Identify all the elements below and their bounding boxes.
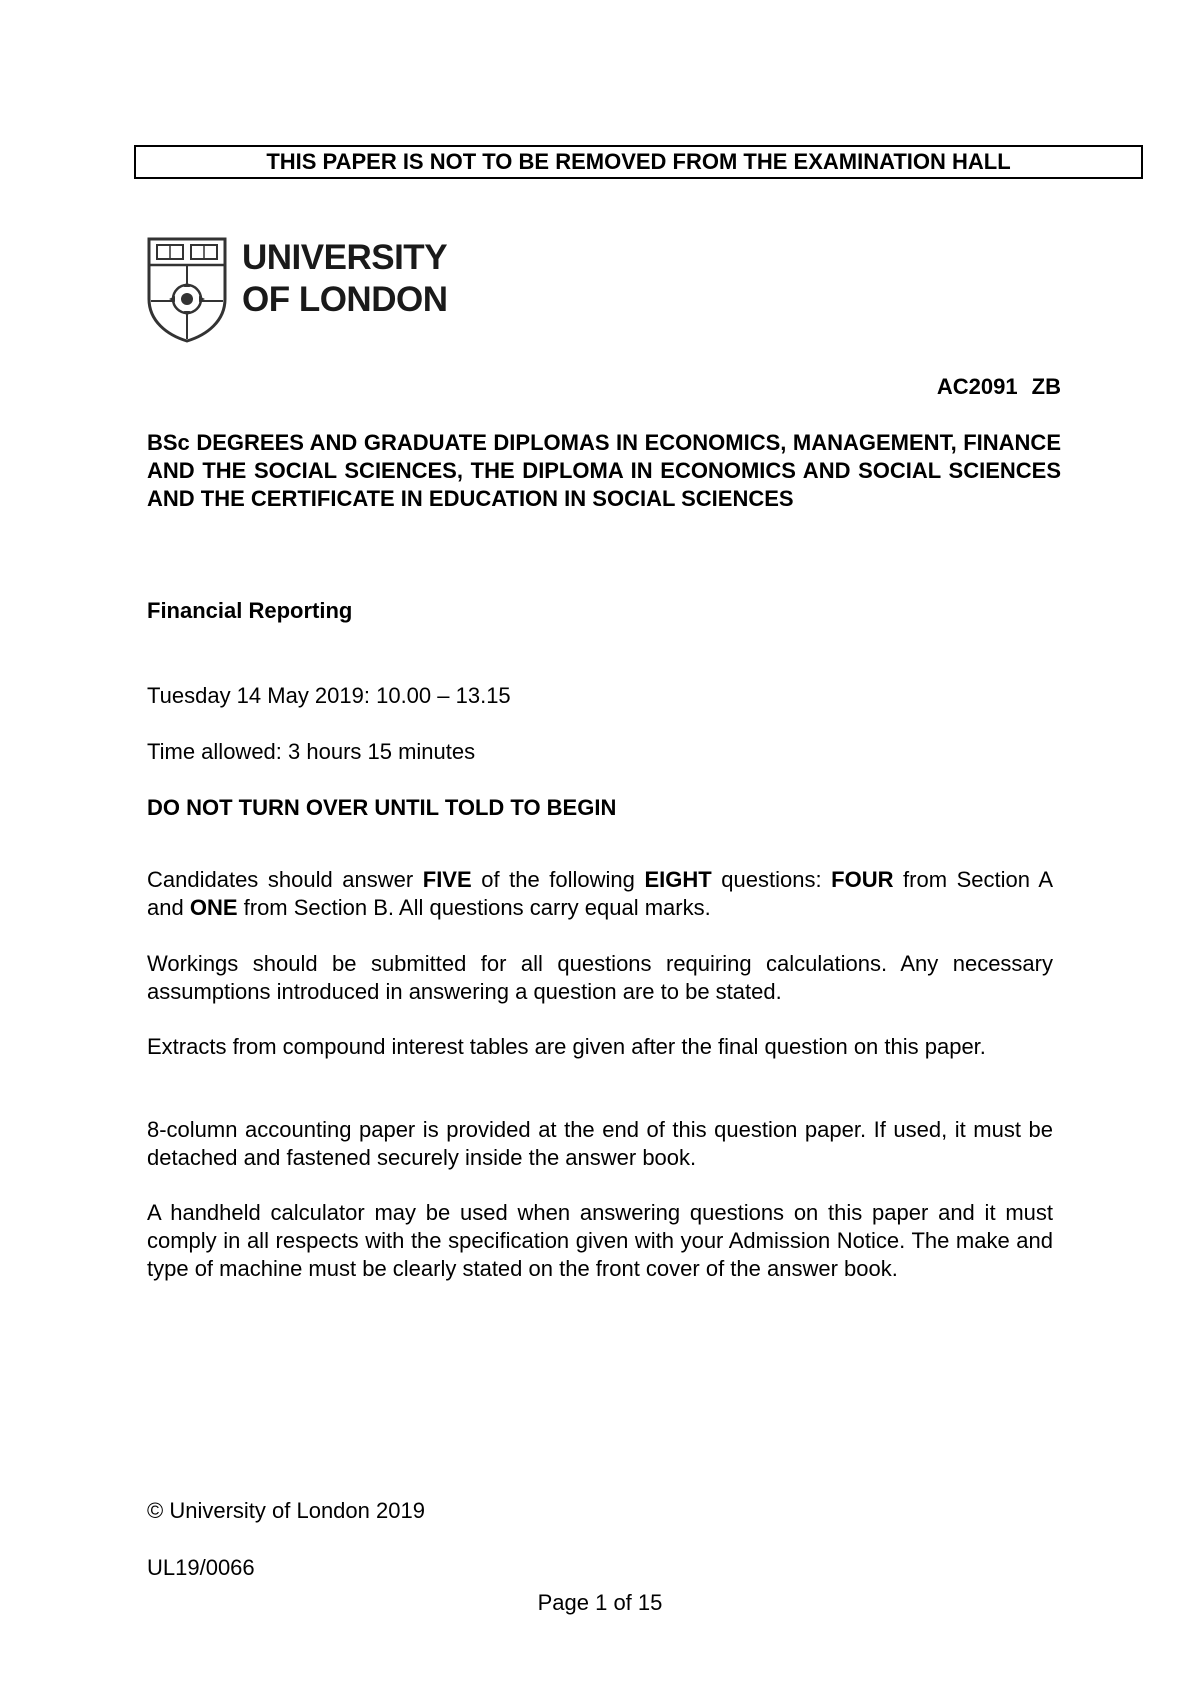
logo-line-1: UNIVERSITY <box>242 238 448 277</box>
instruction-emphasis: FIVE <box>422 867 472 892</box>
instruction-calculator: A handheld calculator may be used when answering questions on this paper and it must comply in all respects with the specification given with your Admission Notice. The make and type of machine must be clearly stated on the front cover of the answer book. <box>147 1200 1053 1281</box>
logo-line-2: OF LONDON <box>242 280 448 319</box>
crest-icon <box>147 237 227 343</box>
reference-code: UL19/0066 <box>147 1555 255 1580</box>
instruction-text: Candidates should answer <box>147 867 423 892</box>
page-number: Page 1 of 15 <box>537 1590 663 1615</box>
instruction-accounting-paper: 8-column accounting paper is provided at the end of this question paper. If used, it must be detached and fastened securely inside the answer book. <box>147 1117 1053 1170</box>
instruction-interest-tables: Extracts from compound interest tables are given after the final question on this paper. <box>147 1034 986 1059</box>
time-allowed: Time allowed: 3 hours 15 minutes <box>147 739 476 764</box>
course-title: Financial Reporting <box>147 598 353 623</box>
exam-date: Tuesday 14 May 2019: 10.00 – 13.15 <box>147 683 511 708</box>
instruction-text: from Section B. All questions carry equal marks. <box>237 895 711 920</box>
instruction-workings: Workings should be submitted for all questions requiring calculations. Any necessary assumptions introduced in answering a question are to be stated. <box>147 951 1053 1004</box>
university-logo <box>147 237 467 343</box>
copyright: © University of London 2019 <box>147 1498 425 1523</box>
instruction-emphasis: ONE <box>189 895 238 920</box>
degrees-heading: BSc DEGREES AND GRADUATE DIPLOMAS IN ECONOMICS, MANAGEMENT, FINANCE AND THE SOCIAL SCIENCES, THE DIPLOMA IN ECONOMICS AND SOCIAL SCIENCES AND THE CERTIFICATE IN EDUCATION IN SOCIAL SCIENCES <box>147 430 1061 511</box>
instruction-answer-count <box>147 866 1053 922</box>
do-not-turn-notice: DO NOT TURN OVER UNTIL TOLD TO BEGIN <box>147 795 617 820</box>
exam-hall-banner: THIS PAPER IS NOT TO BE REMOVED FROM THE EXAMINATION HALL <box>134 145 1143 179</box>
instruction-emphasis: EIGHT <box>644 867 712 892</box>
instruction-text: of the following <box>471 867 645 892</box>
instruction-emphasis: FOUR <box>831 867 894 892</box>
paper-code: AC2091 ZB <box>936 374 1061 399</box>
instruction-text: from Section A and <box>147 867 1054 920</box>
university-wordmark <box>242 237 447 321</box>
instruction-text: questions: <box>711 867 832 892</box>
